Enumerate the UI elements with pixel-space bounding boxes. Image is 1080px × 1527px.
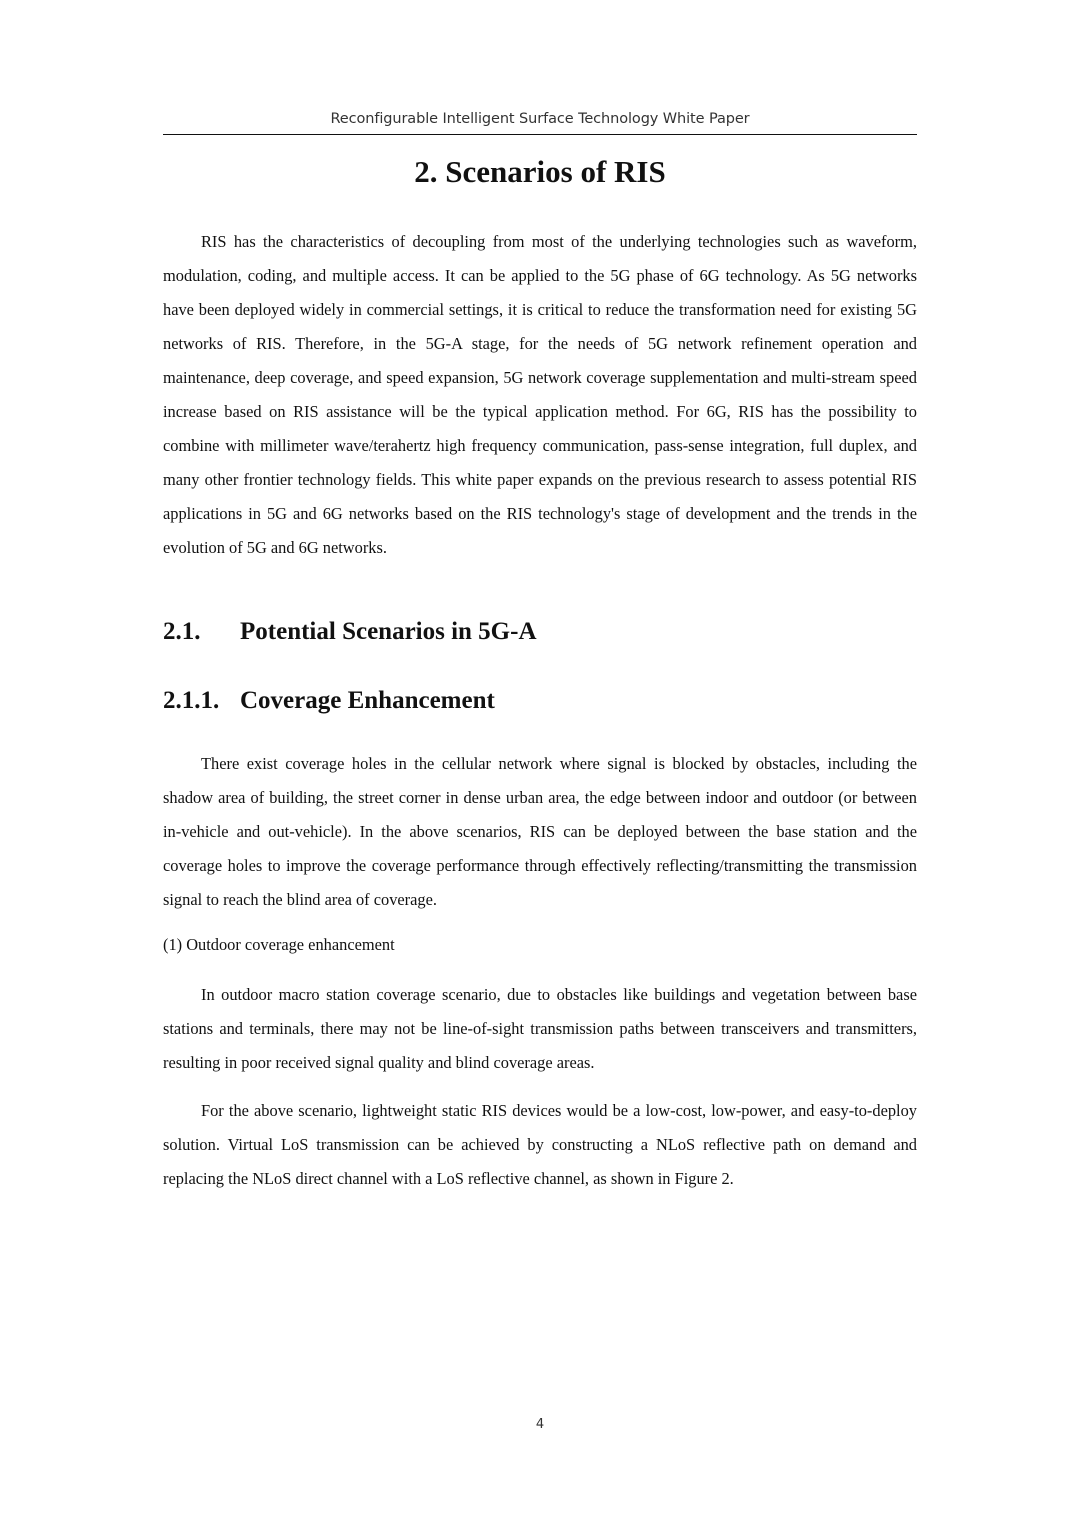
section-heading	[163, 618, 537, 646]
page-number: 4	[535, 1417, 545, 1432]
header-divider	[163, 134, 917, 135]
section-title: Potential Scenarios in 5G-A	[240, 618, 537, 645]
subsection-title: Coverage Enhancement	[240, 687, 495, 714]
chapter-title: 2. Scenarios of RIS	[414, 154, 666, 189]
subsection-number: 2.1.1.	[163, 687, 220, 714]
coverage-paragraph: There exist coverage holes in the cellular network where signal is blocked by obstacles, including the shadow area of building, the street corner in dense urban area, the edge between indoor and outdoor (or between in-vehicle and out-vehicle). In the above scenarios, RIS can be deployed between the base station and the coverage holes to improve the coverage performance through effectively reflecting/transmitting the transmission signal to reach the blind area of coverage.	[163, 754, 917, 909]
outdoor-paragraph: In outdoor macro station coverage scenario, due to obstacles like buildings and vegetation between base stations and terminals, there may not be line-of-sight transmission paths between transceivers and transmitters, resulting in poor received signal quality and blind coverage areas.	[163, 985, 917, 1072]
running-header: Reconfigurable Intelligent Surface Technology White Paper	[330, 111, 750, 127]
subsection-heading	[163, 687, 495, 715]
list-item-label: (1) Outdoor coverage enhancement	[163, 935, 395, 954]
ris-solution-paragraph: For the above scenario, lightweight static RIS devices would be a low-cost, low-power, and easy-to-deploy solution. Virtual LoS transmission can be achieved by constructing a NLoS reflective path on demand and replacing the NLoS direct channel with a LoS reflective channel, as shown in Figure 2.	[163, 1101, 917, 1188]
section-number: 2.1.	[163, 618, 201, 645]
chapter-intro-paragraph: RIS has the characteristics of decoupling from most of the underlying technologies such as waveform, modulation, coding, and multiple access. It can be applied to the 5G phase of 6G technology. As 5G networks have been deployed widely in commercial settings, it is critical to reduce the transformation need for existing 5G networks of RIS. Therefore, in the 5G-A stage, for the needs of 5G network refinement operation and maintenance, deep coverage, and speed expansion, 5G network coverage supplementation and multi-stream speed increase based on RIS assistance will be the typical application method. For 6G, RIS has the possibility to combine with millimeter wave/terahertz high frequency communication, pass-sense integration, full duplex, and many other frontier technology fields. This white paper expands on the previous research to assess potential RIS applications in 5G and 6G networks based on the RIS technology's stage of development and the trends in the evolution of 5G and 6G networks.	[163, 232, 917, 557]
